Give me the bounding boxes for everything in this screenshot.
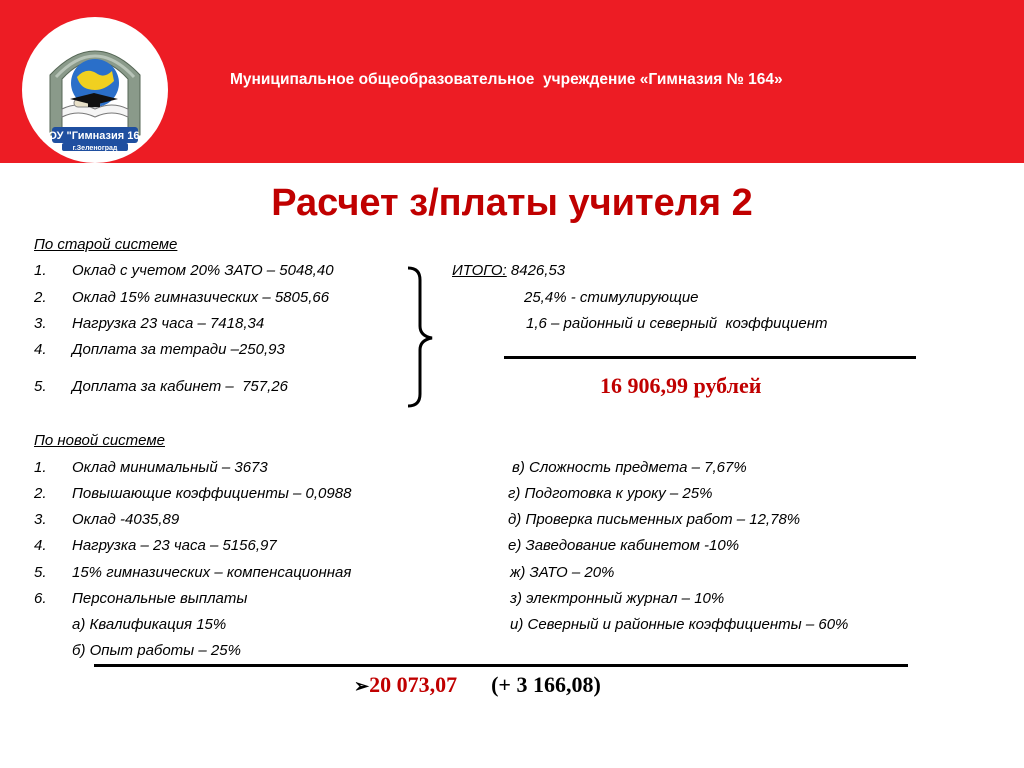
list-item: Оклад 15% гимназических – 5805,66 xyxy=(72,289,330,306)
list-item-number: 4. xyxy=(34,537,47,554)
list-item: Доплата за кабинет – 757,26 xyxy=(72,378,288,395)
right-item: з) электронный журнал – 10% xyxy=(510,590,725,607)
school-logo xyxy=(22,17,168,163)
school-emblem-icon xyxy=(22,17,168,163)
new-total-line xyxy=(354,672,601,698)
list-item: Оклад -4035,89 xyxy=(72,511,180,528)
new-total: 20 073,07 xyxy=(369,672,458,697)
right-item: в) Сложность предмета – 7,67% xyxy=(512,459,747,476)
arrow-bullet-icon: ➢ xyxy=(354,676,370,696)
header-banner xyxy=(0,0,1024,163)
right-item: д) Проверка письменных работ – 12,78% xyxy=(508,511,801,528)
svg-text:МОУ "Гимназия 164": МОУ "Гимназия 164" xyxy=(39,130,151,142)
slide-title: Расчет з/платы учителя 2 xyxy=(271,182,753,224)
list-item: Оклад минимальный – 3673 xyxy=(72,459,268,476)
old-system-heading: По старой системе xyxy=(34,236,178,253)
list-item: 15% гимназических – компенсационная xyxy=(72,564,352,581)
header-title: Муниципальное общеобразовательное учреждение «Гимназия № 164» xyxy=(230,71,783,88)
list-item-number: 2. xyxy=(34,485,47,502)
coefficient-line: 1,6 – районный и северный коэффициент xyxy=(526,315,828,332)
itogo-label: ИТОГО: xyxy=(452,262,507,279)
divider-line xyxy=(504,356,916,359)
list-item-number: 2. xyxy=(34,289,47,306)
list-item-number: 5. xyxy=(34,378,47,395)
list-item: Нагрузка – 23 часа – 5156,97 xyxy=(72,537,277,554)
new-system-heading: По новой системе xyxy=(34,432,165,449)
list-item: Доплата за тетради –250,93 xyxy=(72,341,285,358)
itogo-line xyxy=(452,262,565,280)
divider-line xyxy=(94,664,908,667)
list-item-number: 3. xyxy=(34,315,47,332)
list-item-number: 5. xyxy=(34,564,47,581)
list-item-number: 1. xyxy=(34,459,47,476)
right-item: е) Заведование кабинетом -10% xyxy=(508,537,740,554)
itogo-value: 8426,53 xyxy=(506,262,566,279)
list-item: Оклад с учетом 20% ЗАТО – 5048,40 xyxy=(72,262,334,279)
right-item: и) Северный и районные коэффициенты – 60% xyxy=(510,616,849,633)
right-brace-icon xyxy=(400,264,440,410)
right-item: ж) ЗАТО – 20% xyxy=(510,564,615,581)
stimulus-line: 25,4% - стимулирующие xyxy=(524,289,699,306)
list-item: Повышающие коэффициенты – 0,0988 xyxy=(72,485,352,502)
old-total: 16 906,99 рублей xyxy=(600,373,762,398)
list-item: Нагрузка 23 часа – 7418,34 xyxy=(72,315,265,332)
right-item: г) Подготовка к уроку – 25% xyxy=(508,485,713,502)
difference-value: (+ 3 166,08) xyxy=(491,672,601,697)
sub-item: а) Квалификация 15% xyxy=(72,616,227,633)
sub-item: б) Опыт работы – 25% xyxy=(72,642,241,659)
list-item-number: 4. xyxy=(34,341,47,358)
svg-text:г.Зеленоград: г.Зеленоград xyxy=(72,145,118,152)
list-item-number: 1. xyxy=(34,262,47,279)
list-item-number: 6. xyxy=(34,590,47,607)
list-item-number: 3. xyxy=(34,511,47,528)
list-item: Персональные выплаты xyxy=(72,590,248,607)
